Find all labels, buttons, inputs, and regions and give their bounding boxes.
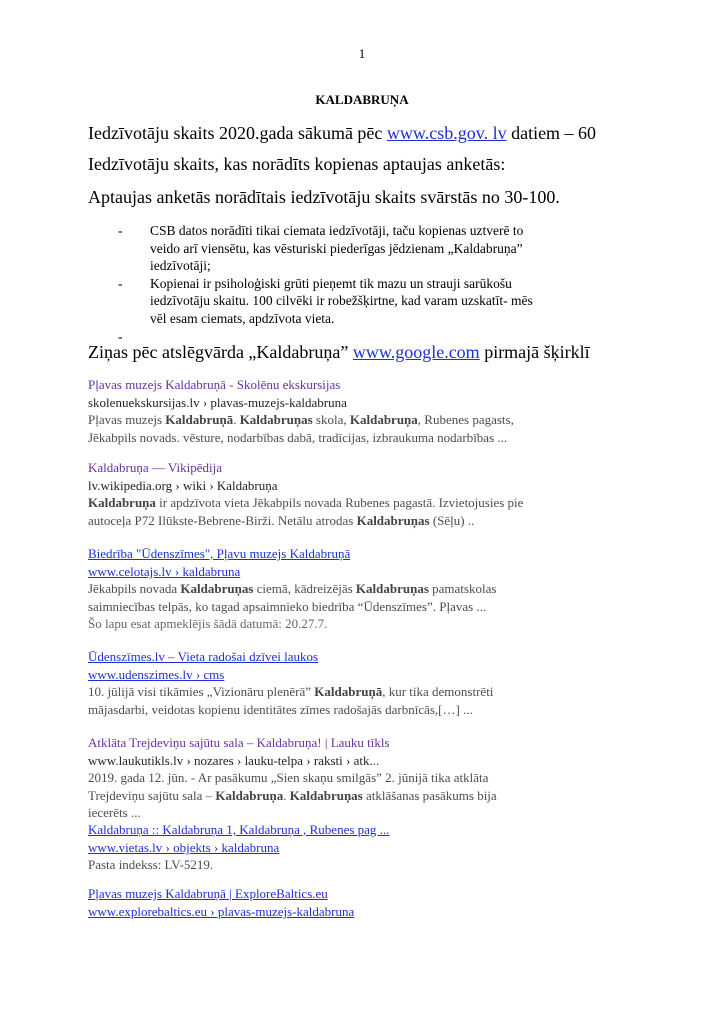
snippet-text: Trejdeviņu sajūtu sala – <box>88 787 216 803</box>
bullet-marker: - <box>118 275 123 291</box>
google-link[interactable]: www.google.com <box>352 342 480 362</box>
bullet-marker: - <box>118 223 123 238</box>
population-value: datiem – 60 <box>506 123 597 143</box>
search-result <box>88 545 648 633</box>
result-title[interactable]: Biedrība "Ūdenszīmes", Pļavu muzejs Kaldabruņā <box>88 546 351 561</box>
survey-range-line: Aptaujas anketās norādītais iedzīvotāju skaits svārstās no 30-100. <box>88 187 560 207</box>
survey-line: Iedzīvotāju skaits, kas norādīts kopienas aptaujas anketās: <box>88 154 506 174</box>
search-line <box>88 341 590 363</box>
snippet-text: ciemā, kādreizējās <box>253 581 356 597</box>
result-title[interactable]: Kaldabruņa :: Kaldabruņa 1, Kaldabruņa , Rubenes pag ... <box>88 822 390 837</box>
result-url: www.laukutikls.lv › nozares › lauku-telpa › raksti › atk... <box>88 752 380 768</box>
snippet-bold: Kaldabruņā <box>314 684 383 700</box>
search-result <box>88 376 648 446</box>
result-title[interactable]: Pļavas muzejs Kaldabruņā | ExploreBaltics.eu <box>88 886 328 901</box>
snippet-text: saimniecības telpās, ko tagad apsaimnieko biedrība “Ūdenszīmes”. Pļavas ... <box>88 598 487 614</box>
search-result <box>88 459 648 529</box>
bullet-item <box>118 275 548 328</box>
snippet-text: ir apdzīvota vieta Jēkabpils novada Rubenes pagastā. Izvietojusies pie <box>155 495 524 511</box>
result-title[interactable]: Atklāta Trejdeviņu sajūtu sala – Kaldabruņa! | Lauku tīkls <box>88 735 390 750</box>
search-result <box>88 885 648 920</box>
result-snippet <box>88 411 648 446</box>
snippet-text: . <box>233 412 240 428</box>
page-number: 1 <box>358 46 366 61</box>
snippet-text: . <box>283 787 290 803</box>
bullet-text: CSB datos norādīti tikai ciemata iedzīvotāji, taču kopienas uztverē to veido arī viensētu, kas vēsturiski piederīgas jēdzienam „Kaldabruņa” iedzīvotāji; <box>150 223 524 274</box>
search-result <box>88 821 648 874</box>
result-title[interactable]: Pļavas muzejs Kaldabruņā - Skolēnu ekskursijas <box>88 377 341 392</box>
snippet-text: autoceļa P72 Ilūkste-Bebrene-Birži. Netālu atrodas <box>88 512 357 528</box>
snippet-text: 10. jūlijā visi tikāmies „Vizionāru plenērā” <box>88 684 315 700</box>
snippet-text: atklāšanas pasākums bija <box>362 787 497 803</box>
csb-link[interactable]: www.csb.gov. lv <box>386 123 507 143</box>
result-title[interactable]: Ūdenszīmes.lv – Vieta radošai dzīvei laukos <box>88 649 319 664</box>
snippet-bold: Kaldabruņas <box>355 581 429 597</box>
snippet-bold: Kaldabruņas <box>180 581 254 597</box>
snippet-text: Pļavas muzejs <box>88 412 166 428</box>
snippet-text: Jēkabpils novada <box>88 581 181 597</box>
snippet-bold: Kaldabruņa <box>215 787 284 803</box>
result-snippet: Pasta indekss: LV-5219. <box>88 857 214 873</box>
result-url[interactable]: www.celotajs.lv › kaldabruna <box>88 563 241 579</box>
snippet-text: mājasdarbi, veidotas kopienu identitātes zīmes radošajās darbnīcās,[…] ... <box>88 701 473 717</box>
snippet-text: Jēkabpils novads. vēsture, nodarbības dabā, tradīcijas, izbraukuma nodarbības ... <box>88 429 508 445</box>
result-snippet <box>88 769 648 822</box>
snippet-text: , kur tika demonstrēti <box>382 684 494 700</box>
snippet-text: iecerēts ... <box>88 805 141 821</box>
snippet-text: 2019. gada 12. jūn. - Ar pasākumu „Sien skaņu smilgās” 2. jūnijā tika atklāta <box>88 770 489 786</box>
bullet-list <box>118 222 548 345</box>
snippet-text: skola, <box>312 412 350 428</box>
snippet-bold: Kaldabruņas <box>289 787 363 803</box>
bullet-marker: - <box>118 328 123 344</box>
result-url[interactable]: www.vietas.lv › objekts › kaldabruna <box>88 839 280 855</box>
result-title[interactable]: Kaldabruņa — Vikipēdija <box>88 460 222 475</box>
bullet-item <box>118 222 548 275</box>
result-snippet <box>88 683 648 718</box>
result-snippet <box>88 580 648 615</box>
snippet-bold: Kaldabruņa <box>88 495 156 511</box>
result-url[interactable]: www.explorebaltics.eu › plavas-muzejs-kaldabruna <box>88 903 355 919</box>
result-url[interactable]: www.udenszimes.lv › cms <box>88 666 225 682</box>
bullet-text: Kopienai ir psiholoģiski grūti pieņemt tik mazu un strauji sarūkošu iedzīvotāju skaitu. 100 cilvēki ir robežšķirtne, kad varam uzskatīt- mēs vēl esam ciemats, apdzīvota vieta. <box>150 275 533 326</box>
search-text: Ziņas pēc atslēgvārda „Kaldabruņa” <box>88 342 353 362</box>
snippet-bold: Kaldabruņā <box>165 412 234 428</box>
snippet-bold: Kaldabruņas <box>239 412 313 428</box>
snippet-text: (Sēļu) .. <box>429 512 475 528</box>
document-title: KALDABRUŅA <box>315 92 409 107</box>
result-url: skolenuekskursijas.lv › plavas-muzejs-kaldabruna <box>88 394 347 410</box>
snippet-text: , Rubenes pagasts, <box>417 412 514 428</box>
search-result <box>88 648 648 718</box>
search-text-after: pirmajā šķirklī <box>479 342 590 362</box>
result-url: lv.wikipedia.org › wiki › Kaldabruņa <box>88 477 278 493</box>
population-line <box>88 122 596 144</box>
snippet-bold: Kaldabruņa <box>349 412 418 428</box>
snippet-text: pamatskolas <box>428 581 497 597</box>
visited-note: Šo lapu esat apmeklējis šādā datumā: 20.27.7. <box>88 616 328 632</box>
population-text: Iedzīvotāju skaits 2020.gada sākumā pēc <box>88 123 387 143</box>
result-snippet <box>88 494 648 529</box>
snippet-bold: Kaldabruņas <box>356 512 430 528</box>
search-result <box>88 734 648 822</box>
